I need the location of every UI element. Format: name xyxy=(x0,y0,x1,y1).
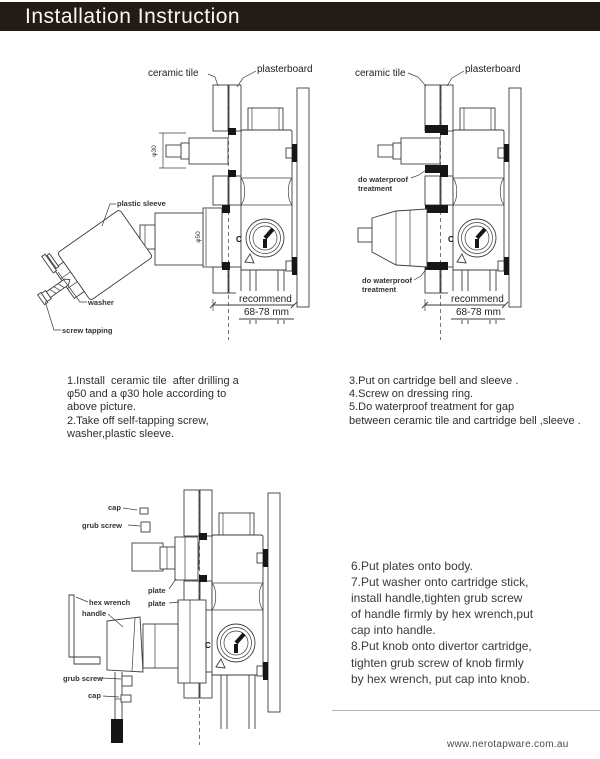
instructions-steps-6-8 xyxy=(351,558,533,687)
cover-plates xyxy=(175,537,206,683)
page-title: Installation Instruction xyxy=(0,2,600,31)
recommend-dimension xyxy=(422,291,508,320)
instruction-line: 6.Put plates onto body. xyxy=(351,559,473,573)
instruction-line: 2.Take off self-tapping screw, xyxy=(67,414,209,427)
recommend-label: recommend xyxy=(451,294,504,305)
cap-top-label: cap xyxy=(108,503,121,512)
instruction-line: φ50 and a φ30 hole according to xyxy=(67,388,227,401)
instruction-line: of handle firmly by hex wrench,put xyxy=(351,607,534,622)
dial-c-mark: C xyxy=(448,235,454,244)
leader-line xyxy=(123,508,137,510)
recommend-range-label: 68-78 mm xyxy=(456,307,502,318)
instruction-line: 4.Screw on dressing ring. xyxy=(349,388,474,401)
grub-screw-bottom-label: grub screw xyxy=(63,674,104,683)
diagram-handle-assembly xyxy=(55,483,305,748)
website-url: www.nerotapware.com.au xyxy=(447,739,569,750)
instruction-line: 7.Put washer onto cartridge stick, xyxy=(351,575,529,590)
ceramic-tile-label: ceramic tile xyxy=(148,68,199,79)
instruction-line: 3.Put on cartridge bell and sleeve . xyxy=(349,375,519,387)
leader-line xyxy=(208,74,218,86)
plate-lower-label: plate xyxy=(148,599,166,608)
phi50-label: φ50 xyxy=(195,231,202,243)
instruction-line: by hex wrench, put cap into knob. xyxy=(351,671,530,686)
screw-tapping-label: screw tapping xyxy=(62,326,113,335)
phi30-label: φ30 xyxy=(151,145,158,157)
plate-upper-label: plate xyxy=(148,586,166,595)
diagram-waterproof xyxy=(348,58,600,350)
waterproof-label-bottom xyxy=(362,268,427,294)
grub-screw-top-label: grub screw xyxy=(82,521,123,530)
instruction-line: cap into handle. xyxy=(351,623,436,638)
leader-line xyxy=(169,579,176,589)
plasterboard-label: plasterboard xyxy=(257,64,313,75)
leader-line xyxy=(128,525,140,526)
handle xyxy=(107,617,178,672)
knob-grub-screw-assembly xyxy=(111,672,132,743)
leader-line xyxy=(447,71,464,86)
plasterboard-label: plasterboard xyxy=(465,64,521,75)
leader-line xyxy=(76,597,88,602)
svg-text:do waterproof: do waterproof xyxy=(358,175,408,184)
ceramic-tile-label: ceramic tile xyxy=(355,68,406,79)
leader-line xyxy=(101,678,121,679)
recommend-dimension xyxy=(210,291,297,320)
instruction-line: washer,plastic sleeve. xyxy=(67,427,174,440)
cartridge-bell xyxy=(358,209,427,267)
svg-text:treatment: treatment xyxy=(358,184,393,193)
dial-c-mark: C xyxy=(236,235,242,244)
leader-line xyxy=(408,73,426,86)
instruction-line: 8.Put knob onto divertor cartridge, xyxy=(351,639,532,654)
svg-text:treatment: treatment xyxy=(362,285,397,294)
plastic-sleeve xyxy=(47,209,152,307)
instruction-line: tighten grub screw of knob firmly xyxy=(351,655,524,670)
cartridge-sleeve-cylinder xyxy=(140,205,230,270)
cap-bottom-label: cap xyxy=(88,691,101,700)
instruction-line: 5.Do waterproof treatment for gap xyxy=(349,401,515,414)
washer-label: washer xyxy=(88,298,114,307)
cap-part xyxy=(140,508,148,514)
instructions-steps-3-5 xyxy=(349,375,581,428)
valve-cross-section xyxy=(137,490,280,745)
instructions-steps-1-2 xyxy=(67,375,239,441)
leader-line xyxy=(169,602,179,603)
plastic-sleeve-label: plastic sleeve xyxy=(117,199,166,208)
leader-line xyxy=(411,170,426,178)
instruction-line: 1.Install ceramic tile after drilling a xyxy=(67,375,239,387)
waterproof-label-top xyxy=(358,170,426,193)
diagram-drilling xyxy=(36,58,336,350)
instruction-line: install handle,tighten grub screw xyxy=(351,591,523,606)
dial-c-mark: C xyxy=(205,641,211,650)
handle-label: handle xyxy=(82,609,107,618)
leader-line xyxy=(45,301,61,330)
instruction-line: above picture. xyxy=(67,401,137,414)
footer-divider xyxy=(332,710,600,711)
recommend-range-label: 68-78 mm xyxy=(244,307,290,318)
hex-wrench-label: hex wrench xyxy=(89,598,131,607)
diverter-knob xyxy=(132,539,177,571)
svg-text:do waterproof: do waterproof xyxy=(362,276,412,285)
leader-line xyxy=(103,696,119,697)
grub-screw-part xyxy=(141,522,150,532)
recommend-label: recommend xyxy=(239,294,292,305)
instruction-line: between ceramic tile and cartridge bell ,sleeve . xyxy=(349,414,581,427)
